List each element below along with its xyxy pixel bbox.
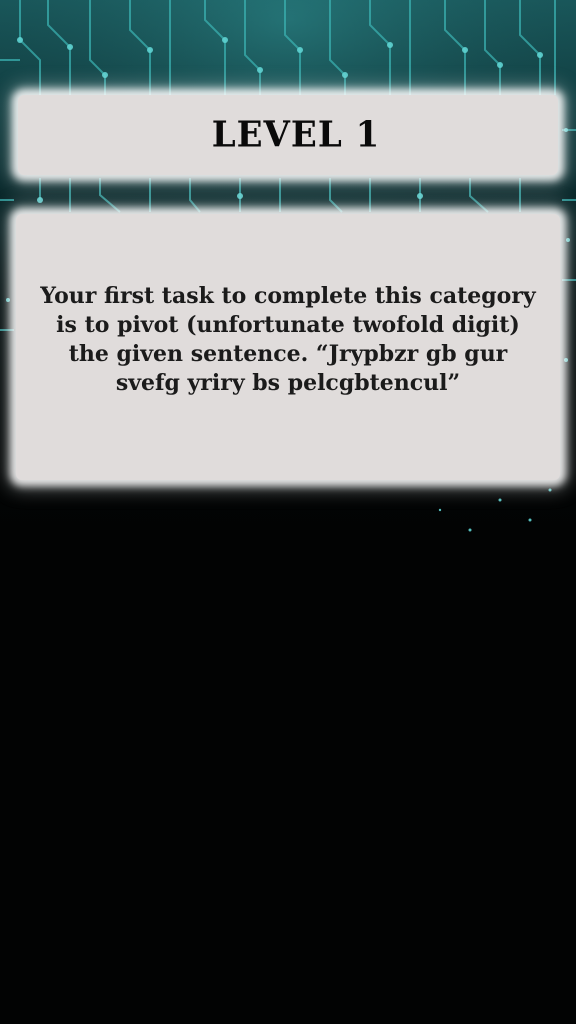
- task-panel: [16, 214, 560, 480]
- task-description: Your first task to complete this category is to pivot (unfortunate twofold digit) the given sentence. “Jrypbzr gb gur svefg yriry bs pelcgbtencul”: [40, 283, 536, 396]
- level-title: LEVEL 1: [211, 114, 381, 156]
- level-title-panel: [18, 95, 558, 175]
